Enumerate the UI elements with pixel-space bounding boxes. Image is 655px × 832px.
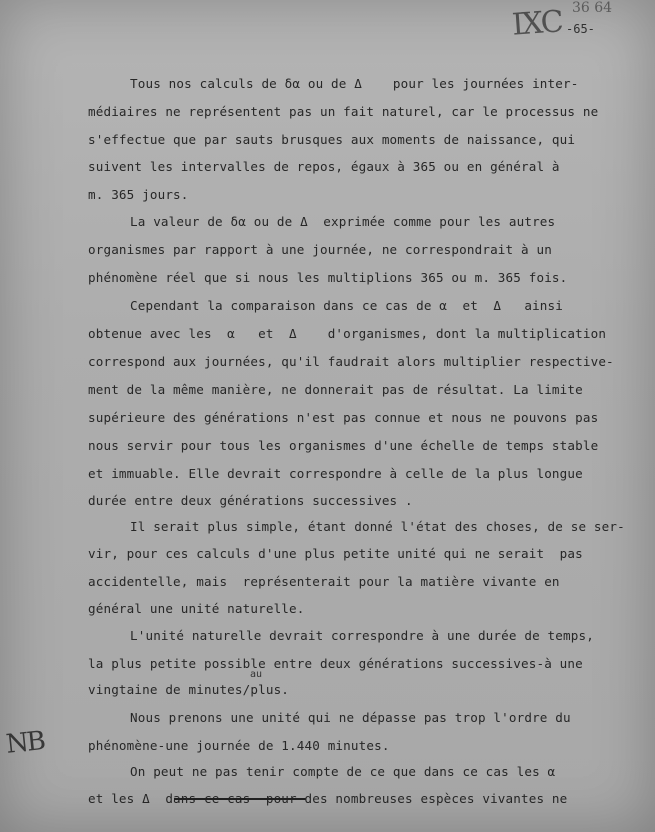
margin-note: NB [4,726,46,760]
archive-number: 36 64 [572,0,613,16]
text-line: L'unité naturelle devrait correspondre à une durée de temps, [130,628,594,643]
text-line: la plus petite possible entre deux générations successives-à une [88,656,583,671]
text-line: accidentelle, mais représenterait pour la matière vivante en [88,574,560,589]
text-line: durée entre deux générations successives . [88,493,413,508]
text-line: s'effectue que par sauts brusques aux moments de naissance, qui [88,132,576,147]
text-line: correspond aux journées, qu'il faudrait alors multiplier respective- [88,354,614,369]
text-line: et immuable. Elle devrait correspondre à celle de la plus longue [88,466,583,481]
text-line: général une unité naturelle. [88,601,305,616]
text-line: m. 365 jours. [88,187,189,202]
text-line: vingtaine de minutes/plus. [88,682,290,697]
text-line: Cependant la comparaison dans ce cas de α et Δ ainsi [130,298,563,313]
text-line: phénomène réel que si nous les multiplions 365 ou m. 365 fois. [88,270,568,285]
text-line: On peut ne pas tenir compte de ce que dans ce cas les α [130,764,556,779]
struck-text [174,791,305,807]
text-line: Nous prenons une unité qui ne dépasse pas trop l'ordre du [130,710,571,725]
handwritten-insertion: au [250,669,263,680]
text-line: La valeur de δα ou de Δ exprimée comme pour les autres [130,214,556,229]
text-line: supérieure des générations n'est pas connue et nous ne pouvons pas [88,410,599,425]
text-line: vir, pour ces calculs d'une plus petite unité qui ne serait pas [88,546,583,561]
text-line: nous servir pour tous les organismes d'une échelle de temps stable [88,438,599,453]
page-number: -65- [566,22,595,36]
text-line: et les Δ dans ce cas pour des nombreuses espèces vivantes ne [88,791,568,806]
text-line: obtenue avec les α et Δ d'organismes, dont la multiplication [88,326,607,341]
text-line: Tous nos calculs de δα ou de Δ pour les journées inter- [130,76,579,91]
archive-mark: IXC [510,4,563,43]
text-line: médiaires ne représentent pas un fait naturel, car le processus ne [88,104,599,119]
text-line: ment de la même manière, ne donnerait pas de résultat. La limite [88,382,583,397]
text-line: Il serait plus simple, étant donné l'état des choses, de se ser- [130,519,625,534]
text-line: phénomène-une journée de 1.440 minutes. [88,738,390,753]
text-line: suivent les intervalles de repos, égaux à 365 ou en général à [88,159,560,174]
text-line: organismes par rapport à une journée, ne correspondrait à un [88,242,552,257]
